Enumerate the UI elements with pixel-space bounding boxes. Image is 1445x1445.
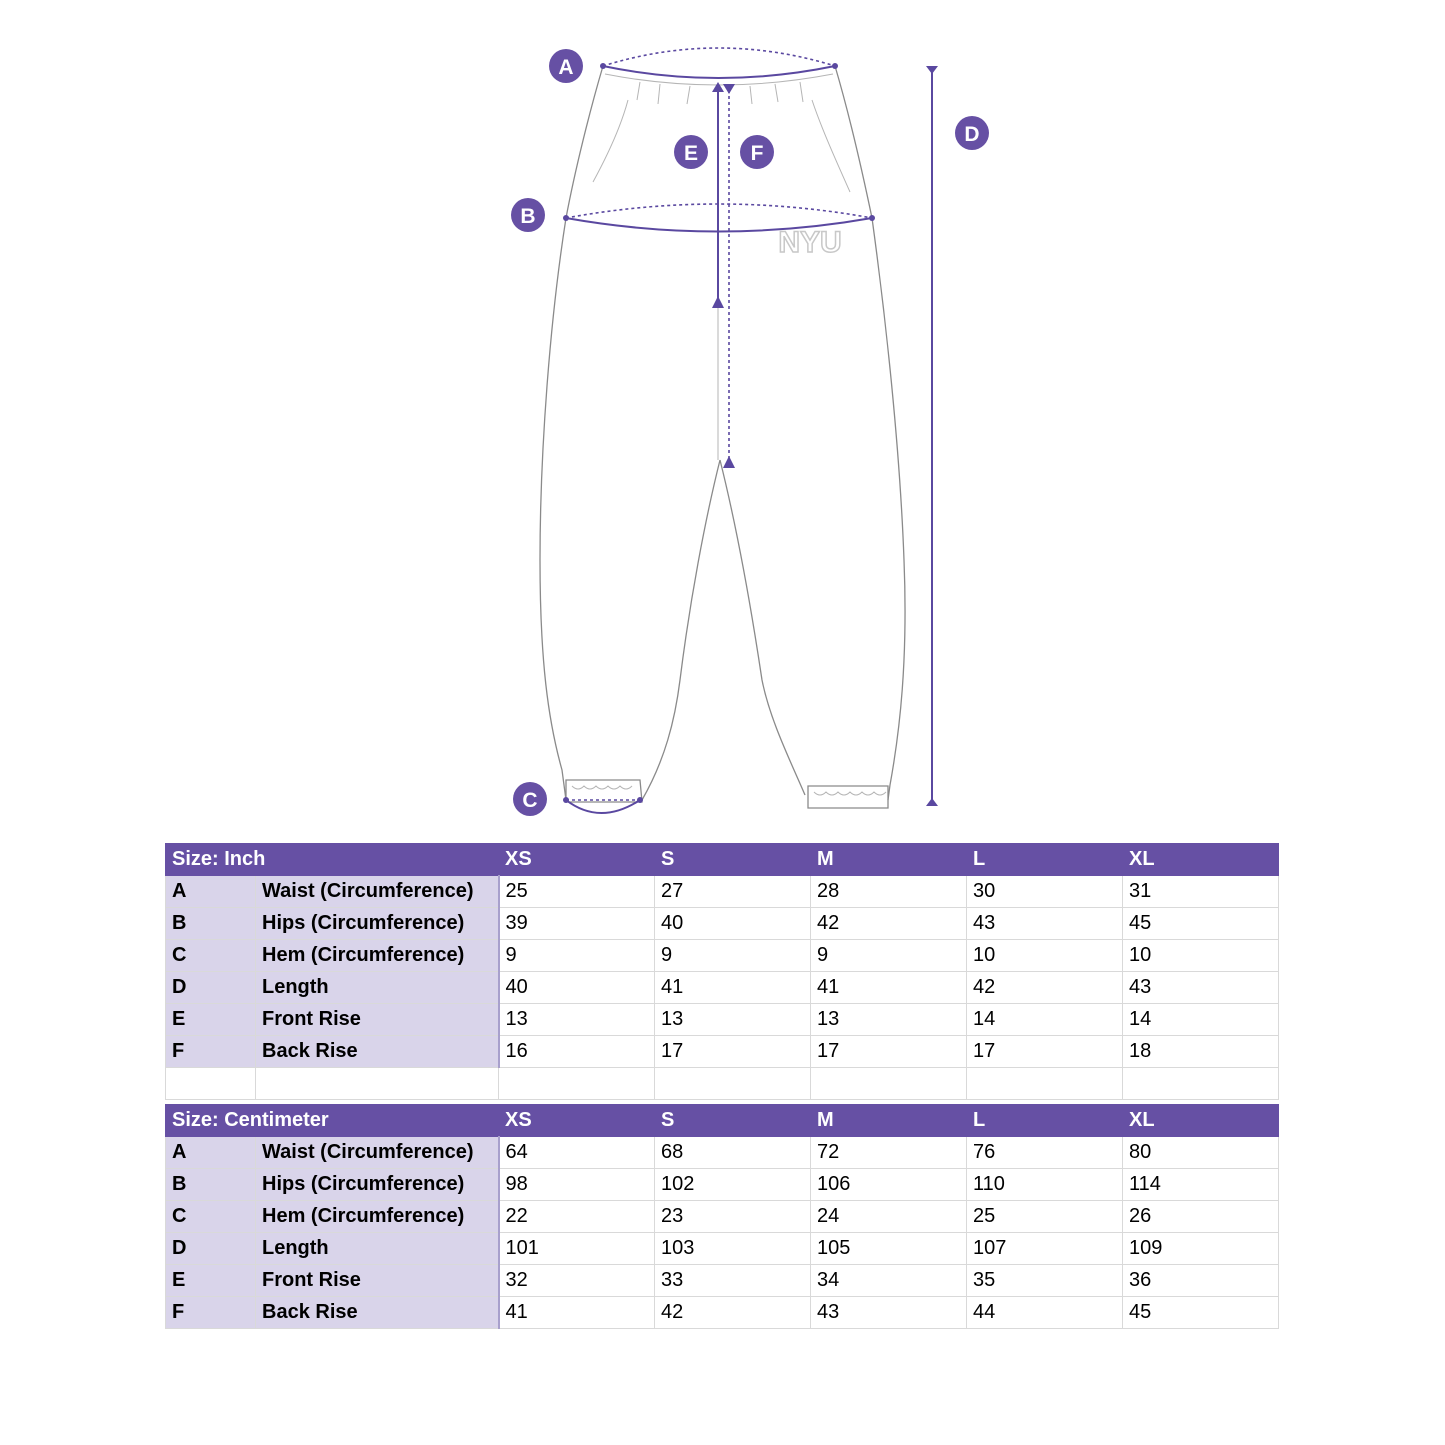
cell-value: 13 xyxy=(499,1004,655,1036)
row-label: Waist (Circumference) xyxy=(256,1137,499,1169)
row-label: Front Rise xyxy=(256,1265,499,1297)
nyu-logo-text: NYU xyxy=(778,226,842,259)
size-header-xs: XS xyxy=(499,1105,655,1137)
svg-text:D: D xyxy=(964,123,980,146)
cell-value: 43 xyxy=(811,1297,967,1329)
row-letter: B xyxy=(166,908,256,940)
cell-value: 23 xyxy=(655,1201,811,1233)
row-label: Back Rise xyxy=(256,1036,499,1068)
table-row xyxy=(166,908,1279,940)
table-row xyxy=(166,1201,1279,1233)
cell-value: 42 xyxy=(967,972,1123,1004)
cell-value: 39 xyxy=(499,908,655,940)
cell-value: 18 xyxy=(1123,1036,1279,1068)
cell-value: 98 xyxy=(499,1169,655,1201)
row-letter: A xyxy=(166,876,256,908)
cell-value: 32 xyxy=(499,1265,655,1297)
row-letter: E xyxy=(166,1004,256,1036)
row-label: Hem (Circumference) xyxy=(256,1201,499,1233)
row-label: Hips (Circumference) xyxy=(256,908,499,940)
cell-value: 109 xyxy=(1123,1233,1279,1265)
cell-value: 43 xyxy=(967,908,1123,940)
cell-value: 43 xyxy=(1123,972,1279,1004)
cell-value: 22 xyxy=(499,1201,655,1233)
size-table-centimeter xyxy=(165,1104,1279,1329)
cell-value: 36 xyxy=(1123,1265,1279,1297)
cell-value: 34 xyxy=(811,1265,967,1297)
cell-value: 13 xyxy=(811,1004,967,1036)
cell-value: 41 xyxy=(499,1297,655,1329)
cell-value: 101 xyxy=(499,1233,655,1265)
cell-value: 9 xyxy=(499,940,655,972)
cell-value: 28 xyxy=(811,876,967,908)
cell-value: 17 xyxy=(811,1036,967,1068)
row-label: Hips (Circumference) xyxy=(256,1169,499,1201)
table-header-row xyxy=(166,1105,1279,1137)
row-label: Back Rise xyxy=(256,1297,499,1329)
cell-value: 102 xyxy=(655,1169,811,1201)
marker-f xyxy=(740,135,774,169)
size-header-xs: XS xyxy=(499,844,655,876)
row-label: Length xyxy=(256,972,499,1004)
row-letter: A xyxy=(166,1137,256,1169)
svg-text:B: B xyxy=(520,205,536,228)
cell-value: 106 xyxy=(811,1169,967,1201)
size-header-m: M xyxy=(811,1105,967,1137)
svg-text:E: E xyxy=(683,142,699,165)
cell-value: 9 xyxy=(655,940,811,972)
table-row xyxy=(166,876,1279,908)
cell-value: 9 xyxy=(811,940,967,972)
cell-value: 30 xyxy=(967,876,1123,908)
row-label: Waist (Circumference) xyxy=(256,876,499,908)
size-header-xl: XL xyxy=(1123,844,1279,876)
row-letter: D xyxy=(166,972,256,1004)
cell-value: 107 xyxy=(967,1233,1123,1265)
marker-c xyxy=(513,782,547,816)
cell-value: 31 xyxy=(1123,876,1279,908)
cell-value: 72 xyxy=(811,1137,967,1169)
cell-value: 41 xyxy=(655,972,811,1004)
cell-value: 17 xyxy=(967,1036,1123,1068)
cell-value: 14 xyxy=(1123,1004,1279,1036)
table-row xyxy=(166,1297,1279,1329)
table-row xyxy=(166,1036,1279,1068)
table-row xyxy=(166,940,1279,972)
size-table-inch xyxy=(165,843,1279,1100)
cell-value: 45 xyxy=(1123,908,1279,940)
cell-value: 26 xyxy=(1123,1201,1279,1233)
cell-value: 76 xyxy=(967,1137,1123,1169)
table-header-row xyxy=(166,844,1279,876)
cell-value: 17 xyxy=(655,1036,811,1068)
table-title: Size: Inch xyxy=(166,844,499,876)
cell-value: 40 xyxy=(499,972,655,1004)
spacer-row xyxy=(166,1068,1279,1100)
cell-value: 41 xyxy=(811,972,967,1004)
size-header-s: S xyxy=(655,1105,811,1137)
table-row xyxy=(166,1137,1279,1169)
cell-value: 13 xyxy=(655,1004,811,1036)
cell-value: 114 xyxy=(1123,1169,1279,1201)
cell-value: 33 xyxy=(655,1265,811,1297)
pants-outline xyxy=(540,66,905,808)
svg-text:F: F xyxy=(750,142,764,165)
cell-value: 24 xyxy=(811,1201,967,1233)
table-row xyxy=(166,1004,1279,1036)
row-letter: D xyxy=(166,1233,256,1265)
cell-value: 25 xyxy=(967,1201,1123,1233)
row-letter: E xyxy=(166,1265,256,1297)
cell-value: 10 xyxy=(1123,940,1279,972)
marker-b xyxy=(511,198,545,232)
row-label: Front Rise xyxy=(256,1004,499,1036)
size-header-xl: XL xyxy=(1123,1105,1279,1137)
cell-value: 40 xyxy=(655,908,811,940)
cell-value: 25 xyxy=(499,876,655,908)
marker-a xyxy=(549,49,583,83)
svg-text:A: A xyxy=(558,56,574,79)
row-letter: C xyxy=(166,1201,256,1233)
cell-value: 44 xyxy=(967,1297,1123,1329)
cell-value: 42 xyxy=(811,908,967,940)
table-row xyxy=(166,1233,1279,1265)
cell-value: 80 xyxy=(1123,1137,1279,1169)
row-label: Length xyxy=(256,1233,499,1265)
cell-value: 35 xyxy=(967,1265,1123,1297)
table-row xyxy=(166,972,1279,1004)
marker-e xyxy=(674,135,708,169)
row-letter: F xyxy=(166,1297,256,1329)
cell-value: 42 xyxy=(655,1297,811,1329)
svg-text:C: C xyxy=(522,789,538,812)
cell-value: 16 xyxy=(499,1036,655,1068)
size-header-m: M xyxy=(811,844,967,876)
size-header-s: S xyxy=(655,844,811,876)
table-row xyxy=(166,1169,1279,1201)
cell-value: 45 xyxy=(1123,1297,1279,1329)
row-label: Hem (Circumference) xyxy=(256,940,499,972)
table-row xyxy=(166,1265,1279,1297)
row-letter: C xyxy=(166,940,256,972)
table-title: Size: Centimeter xyxy=(166,1105,499,1137)
cell-value: 105 xyxy=(811,1233,967,1265)
cell-value: 103 xyxy=(655,1233,811,1265)
marker-d xyxy=(955,116,989,150)
cell-value: 27 xyxy=(655,876,811,908)
row-letter: B xyxy=(166,1169,256,1201)
cell-value: 110 xyxy=(967,1169,1123,1201)
row-letter: F xyxy=(166,1036,256,1068)
cell-value: 64 xyxy=(499,1137,655,1169)
cell-value: 10 xyxy=(967,940,1123,972)
cell-value: 14 xyxy=(967,1004,1123,1036)
cell-value: 68 xyxy=(655,1137,811,1169)
size-header-l: L xyxy=(967,1105,1123,1137)
size-header-l: L xyxy=(967,844,1123,876)
